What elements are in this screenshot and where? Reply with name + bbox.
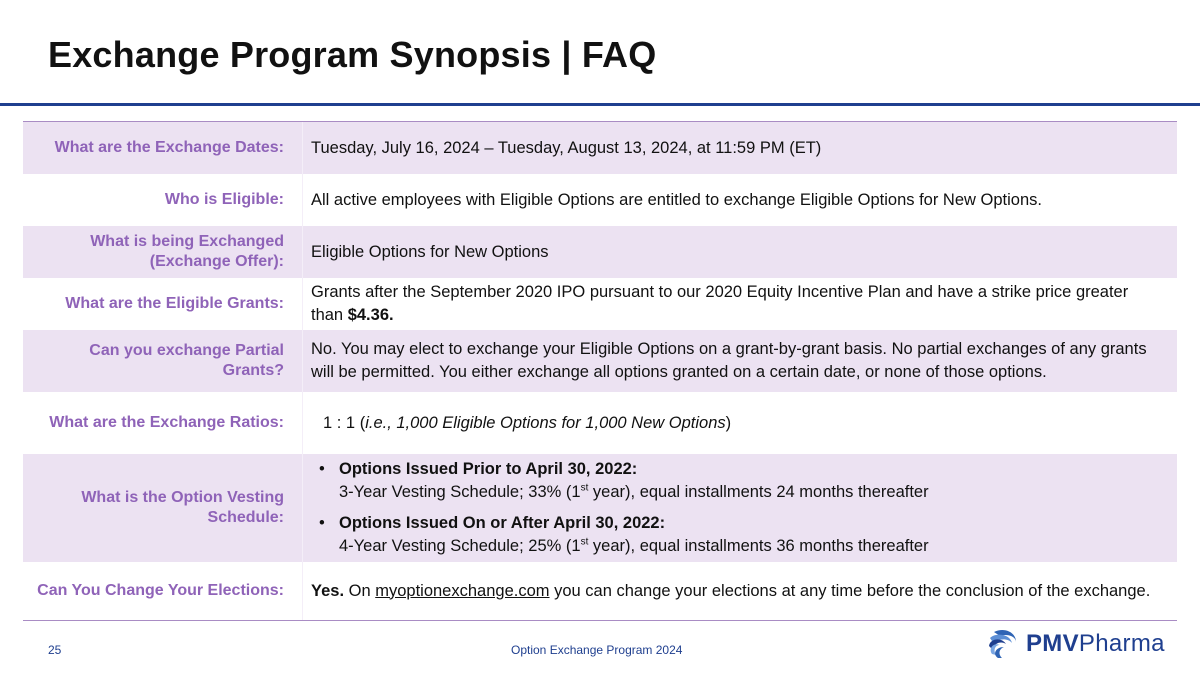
bullet-sup: st <box>580 482 589 494</box>
logo-wordmark <box>1026 630 1165 658</box>
answer-yes: Yes. <box>311 581 345 600</box>
faq-answer <box>303 456 1177 560</box>
bullet-heading: Options Issued Prior to April 30, 2022: <box>339 460 638 478</box>
answer-text: On <box>344 581 376 600</box>
ratio-close: ) <box>725 413 732 432</box>
faq-answer <box>303 412 1177 435</box>
faq-question: Can you exchange Partial Grants? <box>23 330 303 392</box>
faq-row-exchange-dates <box>23 122 1177 174</box>
page-number: 25 <box>48 643 62 657</box>
logo-word-regular: Pharma <box>1078 630 1165 657</box>
bullet-icon: • <box>319 514 325 532</box>
faq-question: What are the Exchange Ratios: <box>23 392 303 454</box>
answer-text: Grants after the September 2020 IPO pursuant to our 2020 Equity Incentive Plan and have a strike price greater than <box>311 283 1129 324</box>
faq-answer: All active employees with Eligible Options are entitled to exchange Eligible Options for New Options. <box>311 190 1042 209</box>
logo-word-bold: PMV <box>1026 630 1079 657</box>
pmv-logo-icon <box>986 628 1020 660</box>
company-logo <box>986 628 1165 660</box>
faq-row-eligible-grants <box>23 278 1177 330</box>
bullet-icon: • <box>319 460 325 478</box>
bullet-heading: Options Issued On or After April 30, 2022: <box>339 514 666 532</box>
faq-row-change-elections <box>23 562 1177 620</box>
faq-row-exchange-ratios <box>23 392 1177 454</box>
slide-title: Exchange Program Synopsis | FAQ <box>48 34 657 75</box>
faq-question: What are the Eligible Grants: <box>23 278 303 330</box>
faq-question: Who is Eligible: <box>23 174 303 226</box>
faq-answer: Tuesday, July 16, 2024 – Tuesday, August 13, 2024, at 11:59 PM (ET) <box>311 138 822 157</box>
faq-table <box>23 121 1177 621</box>
faq-row-partial-grants <box>23 330 1177 392</box>
ratio-text: 1 : 1 ( <box>323 413 366 432</box>
vesting-bullet <box>311 512 1159 558</box>
faq-question: Can You Change Your Elections: <box>23 562 303 620</box>
bullet-text: 4-Year Vesting Schedule; 25% (1 <box>339 537 581 555</box>
ratio-example: i.e., 1,000 Eligible Options for 1,000 New Options <box>365 413 726 432</box>
strike-price: $4.36. <box>347 306 394 324</box>
vesting-bullet <box>311 458 1159 504</box>
bullet-text: 3-Year Vesting Schedule; 33% (1 <box>339 483 581 501</box>
vesting-bullet-list <box>311 458 1159 558</box>
bullet-sup: st <box>580 536 589 548</box>
footer-title: Option Exchange Program 2024 <box>511 643 683 657</box>
faq-question: What are the Exchange Dates: <box>23 122 303 174</box>
answer-text-end: you can change your elections at any time before the conclusion of the exchange. <box>549 581 1151 600</box>
bullet-text-end: year), equal installments 24 months thereafter <box>588 483 929 501</box>
faq-answer <box>303 580 1177 603</box>
exchange-website-link[interactable]: myoptionexchange.com <box>375 581 550 600</box>
faq-answer <box>303 281 1177 327</box>
faq-answer: No. You may elect to exchange your Eligible Options on a grant-by-grant basis. No partial exchanges of any grants will be permitted. You either exchange all options granted on a certain date, or none of those options. <box>311 340 1147 381</box>
bullet-text-end: year), equal installments 36 months thereafter <box>588 537 929 555</box>
title-divider <box>0 103 1200 106</box>
faq-question: What is being Exchanged (Exchange Offer): <box>23 226 303 278</box>
faq-answer: Eligible Options for New Options <box>311 242 549 261</box>
faq-row-exchange-offer <box>23 226 1177 278</box>
faq-row-eligibility <box>23 174 1177 226</box>
faq-question: What is the Option Vesting Schedule: <box>23 454 303 562</box>
faq-row-vesting-schedule <box>23 454 1177 562</box>
